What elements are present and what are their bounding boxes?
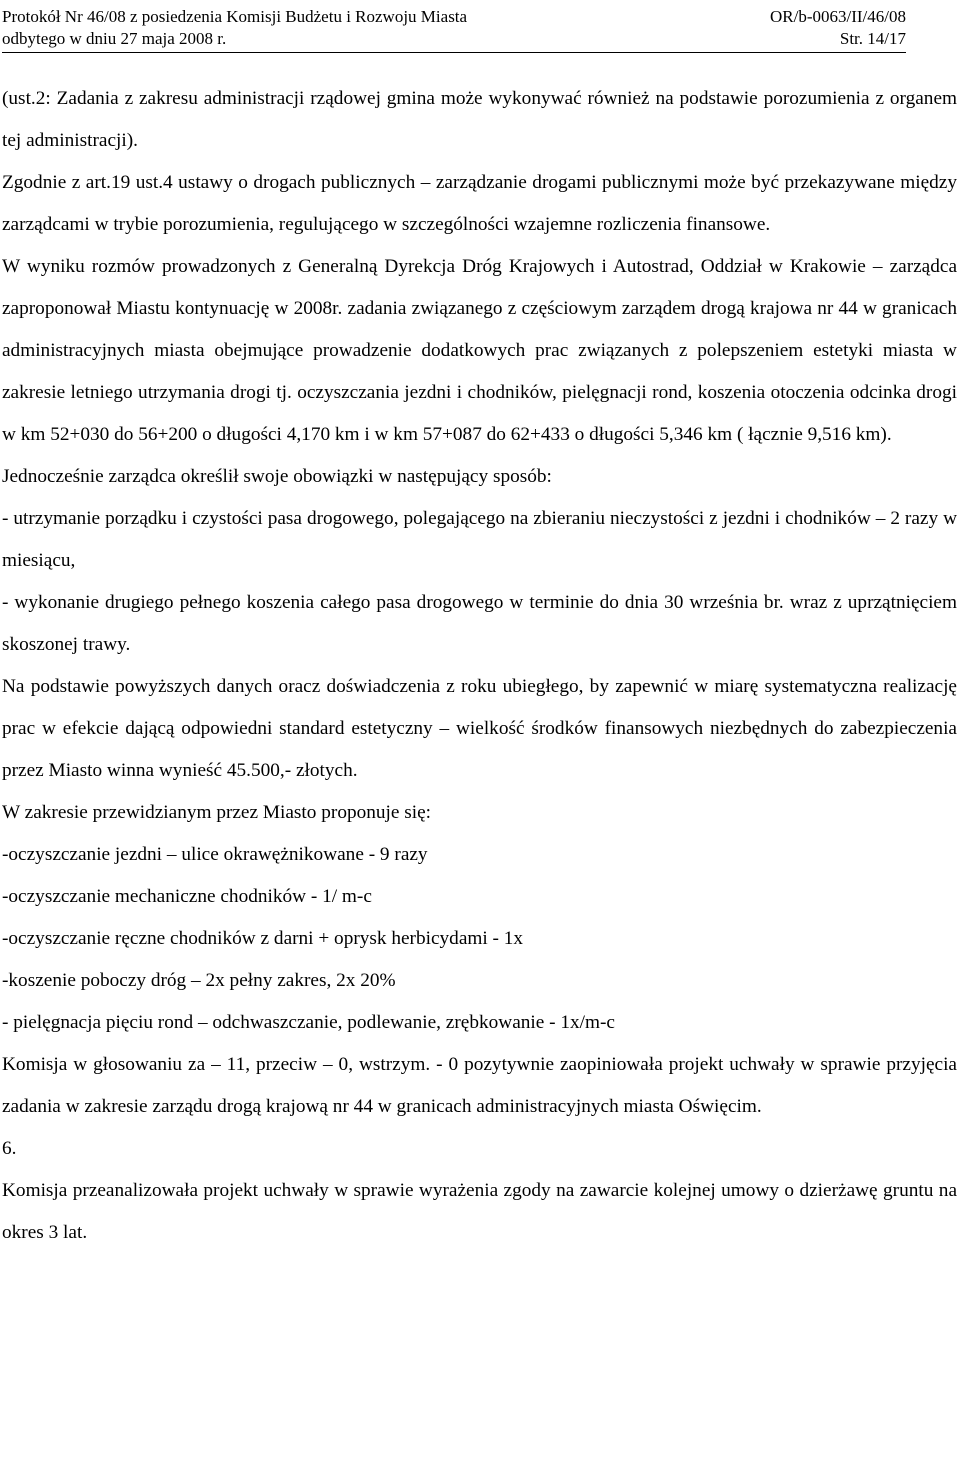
paragraph-lease-agreement: Komisja przeanalizowała projekt uchwały w sprawie wyrażenia zgody na zawarcie kolejnej umowy o dzierżawę gruntu na okres 3 lat.	[2, 1180, 957, 1243]
list-item-verge-mowing: -koszenie poboczy dróg – 2x pełny zakres, 2x 20%	[2, 970, 396, 991]
paragraph-duties-intro: Jednocześnie zarządca określił swoje obowiązki w następujący sposób:	[2, 466, 552, 487]
protocol-title: Protokół Nr 46/08 z posiedzenia Komisji Budżetu i Rozwoju Miasta	[2, 7, 468, 26]
document-body	[2, 78, 957, 1254]
list-item-mechanical-cleaning: -oczyszczanie mechaniczne chodników - 1/ m-c	[2, 886, 372, 907]
meeting-date: odbytego w dniu 27 maja 2008 r.	[2, 29, 227, 48]
paragraph-ust2-note: (ust.2: Zadania z zakresu administracji rządowej gmina może wykonywać również na podstawie porozumienia z organem tej administracji).	[2, 88, 957, 151]
list-item-street-cleaning: -oczyszczanie jezdni – ulice okrawężnikowane - 9 razy	[2, 844, 428, 865]
page-number: Str. 14/17	[839, 29, 906, 48]
page-header	[2, 6, 906, 53]
paragraph-city-proposal: W zakresie przewidzianym przez Miasto proponuje się:	[2, 802, 432, 823]
section-number: 6.	[2, 1138, 17, 1159]
paragraph-art19: Zgodnie z art.19 ust.4 ustawy o drogach publicznych – zarządzanie drogami publicznymi może być przekazywane między zarządcami w trybie porozumienia, regulującego w szczególności wzajemne rozliczenia finansowe.	[2, 172, 957, 235]
list-item-manual-cleaning: -oczyszczanie ręczne chodników z darni + oprysk herbicydami - 1x	[2, 928, 524, 949]
paragraph-vote-result: Komisja w głosowaniu za – 11, przeciw – 0, wstrzym. - 0 pozytywnie zaopiniowała projekt uchwały w sprawie przyjęcia zadania w zakresie zarządu drogą krajową nr 44 w granicach administracyjnych miasta Oświęcim.	[2, 1054, 957, 1117]
paragraph-gddkia-talks: W wyniku rozmów prowadzonych z Generalną Dyrekcja Dróg Krajowych i Autostrad, Oddział w Krakowie – zarządca zaproponował Miastu kontynuację w 2008r. zadania związanego z częściowym zarządem drogą krajowa nr 44 w granicach administracyjnych miasta obejmujące prowadzenie dodatkowych prac związanych z polepszeniem estetyki miasta w zakresie letniego utrzymania drogi tj. oczyszczania jezdni i chodników, pielęgnacji rond, koszenia otoczenia odcinka drogi w km 52+030 do 56+200 o długości 4,170 km i w km 57+087 do 62+433 o długości 5,346 km ( łącznie 9,516 km).	[2, 256, 957, 445]
paragraph-financing: Na podstawie powyższych danych oracz doświadczenia z roku ubiegłego, by zapewnić w miarę systematyczna realizację prac w efekcie dającą odpowiedni standard estetyczny – wielkość środków finansowych niezbędnych do zabezpieczenia przez Miasto winna wynieść 45.500,- złotych.	[2, 676, 957, 781]
list-item-mowing: - wykonanie drugiego pełnego koszenia całego pasa drogowego w terminie do dnia 30 września br. wraz z uprzątnięciem skoszonej trawy.	[2, 592, 957, 655]
list-item-cleaning: - utrzymanie porządku i czystości pasa drogowego, polegającego na zbieraniu nieczystości z jezdni i chodników – 2 razy w miesiącu,	[2, 508, 957, 571]
list-item-roundabouts: - pielęgnacja pięciu rond – odchwaszczanie, podlewanie, zrębkowanie - 1x/m-c	[2, 1012, 615, 1033]
header-row-1	[2, 6, 906, 28]
document-number: OR/b-0063/II/46/08	[770, 7, 906, 26]
header-row-2	[2, 28, 906, 50]
